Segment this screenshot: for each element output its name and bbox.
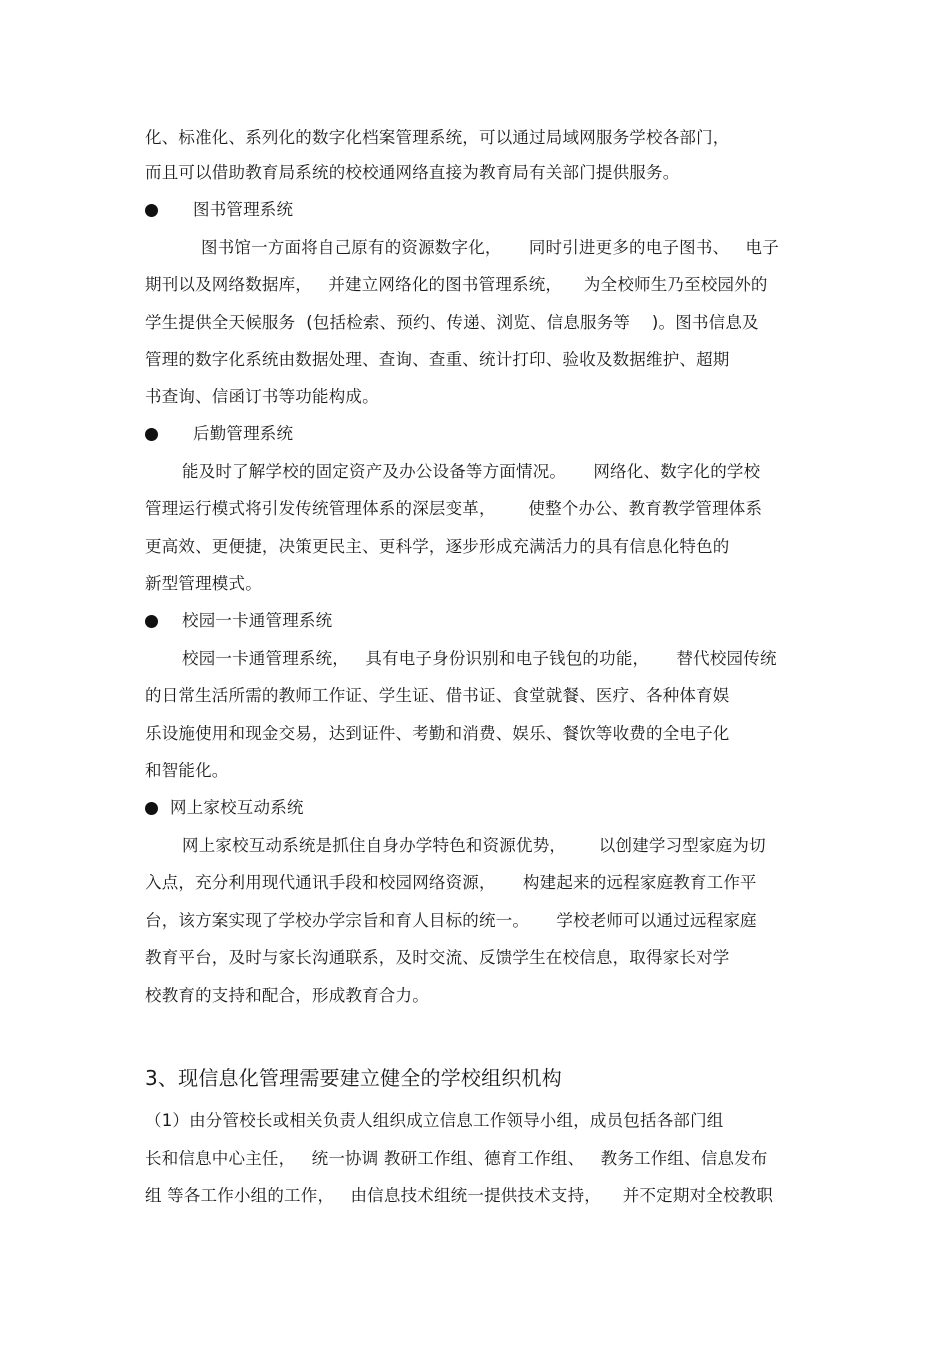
paragraph-line: 新型管理模式。 [145, 574, 262, 593]
intro-line: 化、标准化、系列化的数字化档案管理系统，可以通过局域网服务学校各部门， [145, 128, 730, 147]
section-title-campus-card: 校园一卡通管理系统 [182, 611, 333, 630]
bullet-icon [145, 204, 158, 217]
section-heading: 3、现信息化管理需要建立健全的学校组织机构 [145, 1066, 562, 1090]
paragraph-line: 学生提供全天候服务 (包括检索、预约、传递、浏览、信息服务等 )。图书信息及 [145, 313, 759, 332]
bullet-icon [145, 615, 158, 628]
paragraph-line: 校园一卡通管理系统， 具有电子身份识别和电子钱包的功能， 替代校园传统 [182, 649, 777, 668]
paragraph-line: 校教育的支持和配合，形成教育合力。 [145, 986, 429, 1005]
paragraph-line: 组 等各工作小组的工作， 由信息技术组统一提供技术支持， 并不定期对全校教职 [145, 1186, 774, 1205]
paragraph-line: 期刊以及网络数据库， 并建立网络化的图书管理系统， 为全校师生乃至校园外的 [145, 275, 768, 294]
paragraph-line: （1）由分管校长或相关负责人组织成立信息工作领导小组，成员包括各部门组 [145, 1111, 724, 1130]
section-title-home-school: 网上家校互动系统 [170, 798, 304, 817]
intro-line: 而且可以借助教育局系统的校校通网络直接为教育局有关部门提供服务。 [145, 163, 680, 182]
paragraph-line: 网上家校互动系统是抓住自身办学特色和资源优势， 以创建学习型家庭为切 [182, 836, 766, 855]
paragraph-line: 台，该方案实现了学校办学宗旨和育人目标的统一。 学校老师可以通过远程家庭 [145, 911, 757, 930]
paragraph-line: 长和信息中心主任， 统一协调 教研工作组、德育工作组、 教务工作组、信息发布 [145, 1149, 768, 1168]
paragraph-line: 和智能化。 [145, 761, 229, 780]
section-title-logistics: 后勤管理系统 [193, 424, 294, 443]
paragraph-line: 入点，充分利用现代通讯手段和校园网络资源， 构建起来的远程家庭教育工作平 [145, 873, 757, 892]
paragraph-line: 书查询、信函订书等功能构成。 [145, 387, 379, 406]
paragraph-line: 管理的数字化系统由数据处理、查询、查重、统计打印、验收及数据维护、超期 [145, 350, 730, 369]
paragraph-line: 乐设施使用和现金交易，达到证件、考勤和消费、娱乐、餐饮等收费的全电子化 [145, 724, 730, 743]
paragraph-line: 更高效、更便捷，决策更民主、更科学，逐步形成充满活力的具有信息化特色的 [145, 537, 730, 556]
paragraph-line: 管理运行模式将引发传统管理体系的深层变革， 使整个办公、教育教学管理体系 [145, 499, 763, 518]
section-title-library: 图书管理系统 [193, 200, 294, 219]
paragraph-line: 的日常生活所需的教师工作证、学生证、借书证、食堂就餐、医疗、各种体育娱 [145, 686, 730, 705]
bullet-icon [145, 802, 158, 815]
bullet-icon [145, 428, 158, 441]
paragraph-line: 教育平台，及时与家长沟通联系，及时交流、反馈学生在校信息，取得家长对学 [145, 948, 730, 967]
paragraph-line: 图书馆一方面将自己原有的资源数字化， 同时引进更多的电子图书、 电子 [201, 238, 779, 257]
paragraph-line: 能及时了解学校的固定资产及办公设备等方面情况。 网络化、数字化的学校 [182, 462, 761, 481]
